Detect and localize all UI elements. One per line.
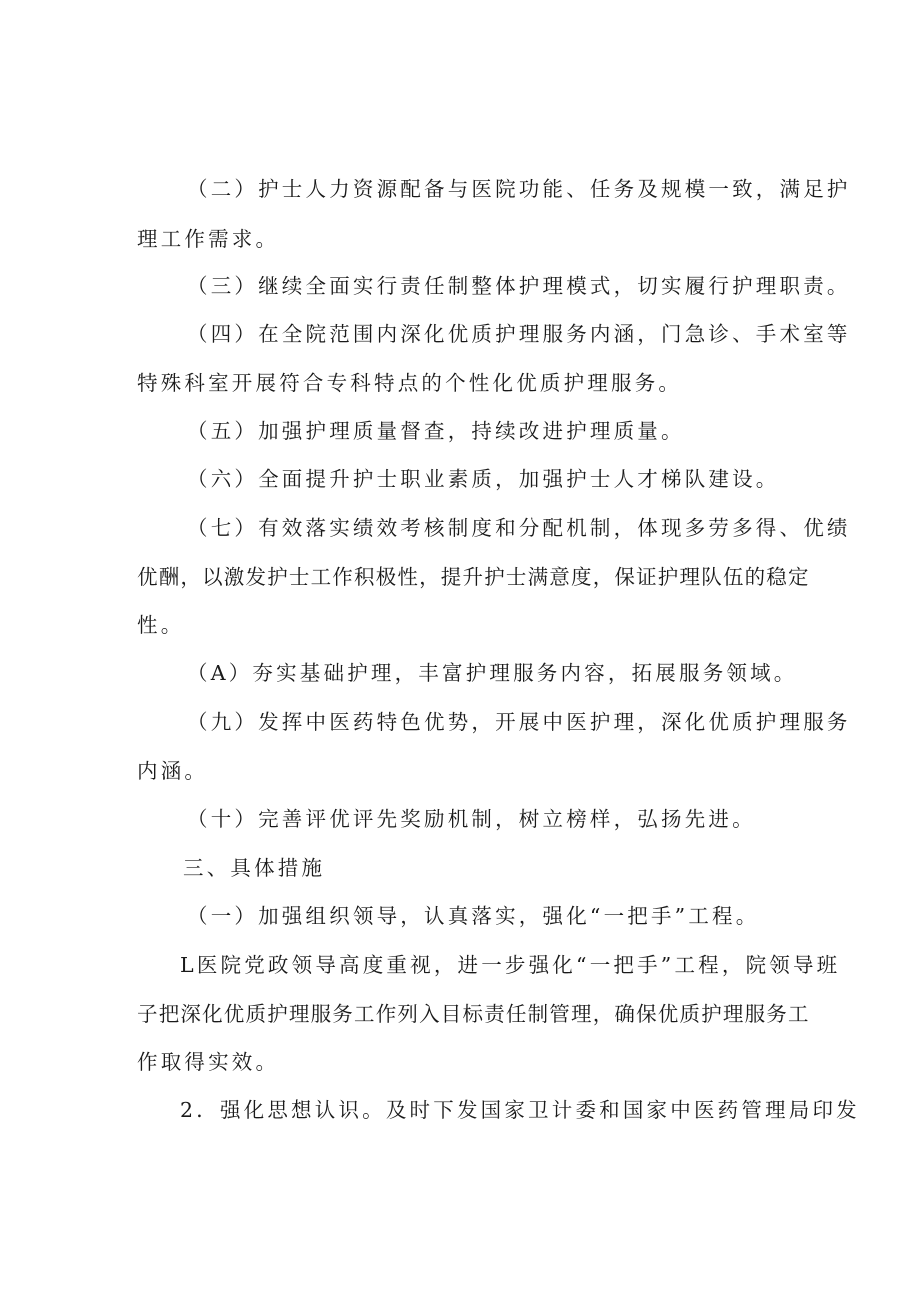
- section-heading: 三、具体措施: [183, 856, 326, 880]
- text-line: 作取得实效。: [137, 1050, 280, 1074]
- text-line: 子把深化优质护理服务工作列入目标责任制管理，确保优质护理服务工: [137, 1002, 810, 1026]
- text-line: 理工作需求。: [137, 227, 280, 251]
- text-line: （A）夯实基础护理，丰富护理服务内容，拓展服务领域。: [187, 661, 798, 685]
- text-line: 特殊科室开展符合专科特点的个性化优质护理服务。: [137, 371, 683, 395]
- text-line: 优酬，以激发护士工作积极性，提升护士满意度，保证护理队伍的稳定: [137, 565, 810, 589]
- text-line: 2．强化思想认识。及时下发国家卫计委和国家中医药管理局印发: [180, 1098, 860, 1122]
- text-line: （七）有效落实绩效考核制度和分配机制，体现多劳多得、优绩: [187, 516, 851, 540]
- text-line: （五）加强护理质量督查，持续改进护理质量。: [187, 419, 685, 443]
- text-line: （三）继续全面实行责任制整体护理模式，切实履行护理职责。: [187, 274, 851, 298]
- text-line: 内涵。: [137, 759, 209, 783]
- text-line: （十）完善评优评先奖励机制，树立榜样，弘扬先进。: [187, 807, 756, 831]
- text-line: （四）在全院范围内深化优质护理服务内涵，门急诊、手术室等: [187, 322, 851, 346]
- text-line: （九）发挥中医药特色优势，开展中医护理，深化优质护理服务: [187, 710, 851, 734]
- text-line: L医院党政领导高度重视，进一步强化“一把手”工程，院领导班: [180, 953, 841, 977]
- text-line: （二）护士人力资源配备与医院功能、任务及规模一致，满足护: [187, 177, 851, 201]
- text-line: （一）加强组织领导，认真落实，强化“一把手”工程。: [187, 904, 760, 928]
- text-line: 性。: [137, 613, 185, 637]
- text-line: （六）全面提升护士职业素质，加强护士人才梯队建设。: [187, 467, 780, 491]
